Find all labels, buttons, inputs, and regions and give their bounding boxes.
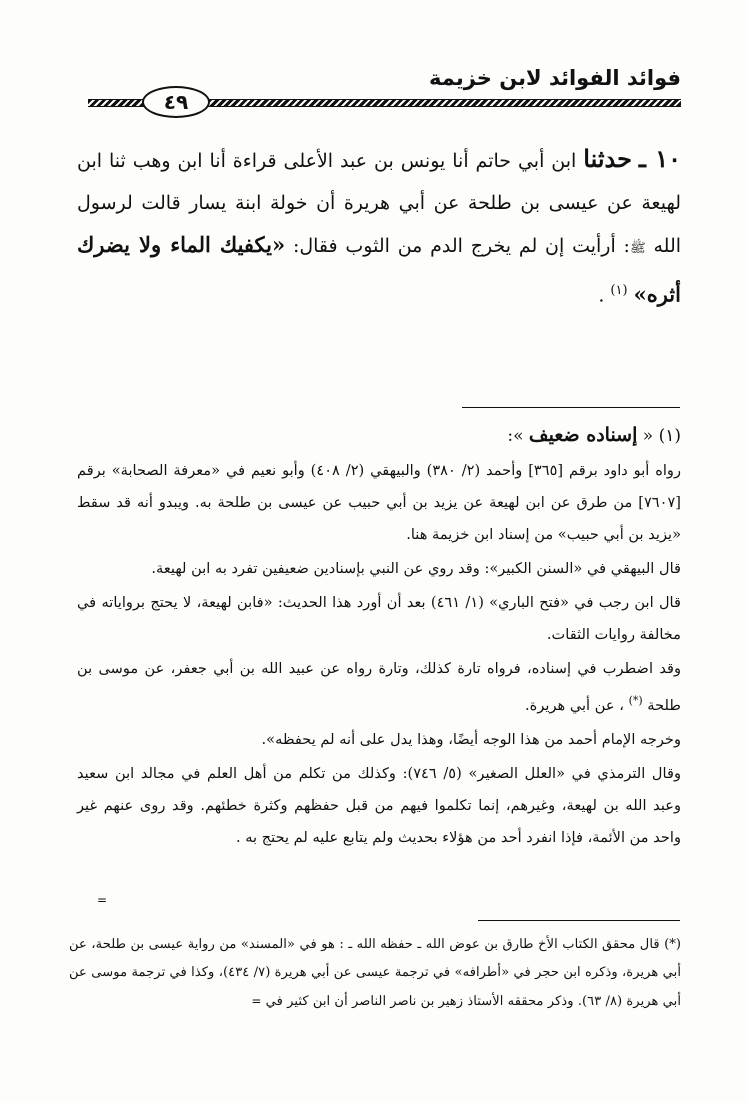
hadith-body-1: ابن أبي حاتم أنا يونس بن عبد الأعلى قراءة أنا ابن وهب ثنا ابن لهيعة عن عيسى بن طلحة عن أبي هريرة أن خولة ابنة يسار قالت لرسول الله: [77, 150, 682, 257]
footnote-heading-prefix: (١) «: [642, 426, 681, 446]
footnote-paragraph: رواه أبو داود برقم [٣٦٥] وأحمد (٢/ ٣٨٠) والبيهقي (٢/ ٤٠٨) وأبو نعيم في «معرفة الصحابة» برقم [٧٦٠٧] من طرق عن ابن لهيعة عن يزيد بن أبي حبيب عن عيسى بن طلحة به. ويبدو أنه قد سقط «يزيد بن أبي حبيب» من إسناد ابن خزيمة هنا.: [77, 462, 682, 543]
footnote-paragraph: وخرجه الإمام أحمد من هذا الوجه أيضًا، وهذا يدل على أنه لم يحفظه».: [261, 730, 681, 748]
editor-note-separator: [478, 920, 680, 921]
salutation-glyph: ﷺ: [629, 241, 646, 256]
footnote-paragraph-end: ، عن أبي هريرة.: [525, 696, 624, 714]
hadith-quote: «يكفيك الماء ولا يضرك أثره»: [77, 232, 681, 307]
hadith-body-2: : أرأيت إن لم يخرج الدم من الثوب فقال:: [292, 235, 630, 257]
hadith-lead-word: حدثنا: [583, 144, 632, 173]
hadith-number: ١٠ ـ: [638, 144, 681, 173]
editor-note: [69, 931, 681, 1016]
footnote-heading: [507, 424, 681, 446]
footnote-grade: إسناده ضعيف: [528, 424, 638, 446]
footnote-body: [77, 455, 681, 856]
page-number: ٤٩: [142, 86, 210, 118]
editor-note-continuation-mark: =: [251, 994, 262, 1008]
footnote-separator: [462, 407, 680, 408]
footnote-paragraph-text: وقد اضطرب في إسناده، فرواه تارة كذلك، وتارة رواه عن عبيد الله بن أبي جعفر، عن موسى بن طلحة: [77, 660, 681, 714]
continuation-mark: =: [97, 893, 108, 907]
footnote-paragraph: قال ابن رجب في «فتح الباري» (١/ ٤٦١) بعد أن أورد هذا الحديث: «فابن لهيعة، لا يحتج برواياته في مخالفة روايات الثقات.: [77, 594, 681, 643]
footnote-paragraph: قال البيهقي في «السنن الكبير»: وقد روي عن النبي بإسنادين ضعيفين تفرد به ابن لهيعة.: [151, 560, 681, 577]
editor-note-reference: (*): [628, 694, 643, 707]
editor-note-text: (*) قال محقق الكتاب الأخ طارق بن عوض الله ـ حفظه الله ـ : هو في «المسند» من رواية عيسى بن طلحة، عن أبي هريرة، وذكره ابن حجر في «أطرافه» في ترجمة عيسى عن أبي هريرة (٧/ ٤٣٤)، وكذا في ترجمة موسى عن أبي هريرة (٨/ ٦٣). وذكر محققه الأستاذ زهير بن ناصر الناصر أن ابن كثير في: [69, 937, 682, 1009]
footnote-paragraph: وقال الترمذي في «العلل الصغير» (٥/ ٧٤٦): وكذلك من تكلم من أهل العلم في مجالد ابن سعيد وعبد الله بن لهيعة، وغيرهم، إنما تكلموا فيهم من قبل حفظهم وكثرة خطئهم. وقد روى عنهم غير واحد من الأئمة، فإذا انفرد أحد من هؤلاء بحديث ولم يتابع عليه لم يحتج به .: [77, 764, 681, 846]
footnote-heading-suffix: »:: [507, 426, 524, 446]
running-title: فوائد الفوائد لابن خزيمة: [429, 66, 681, 90]
footnote-paragraph: [77, 653, 681, 722]
footnote-reference: (١): [610, 283, 628, 298]
hadith-end: .: [598, 284, 605, 307]
hadith-text: [77, 138, 681, 316]
